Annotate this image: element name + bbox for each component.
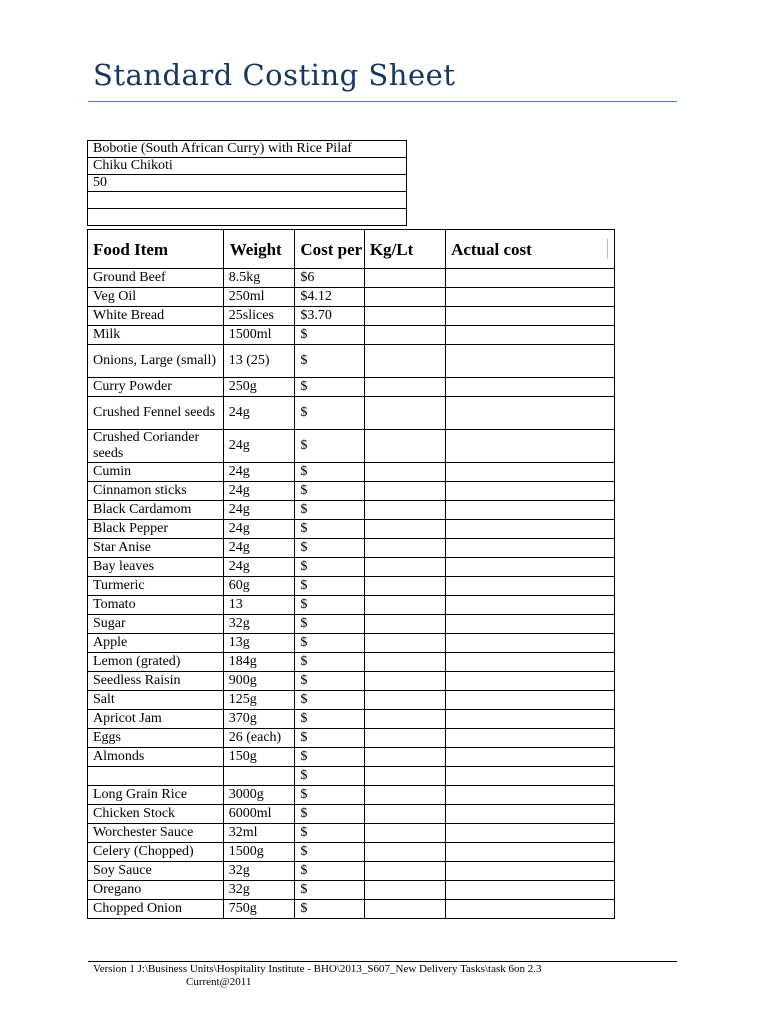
cell-weight: 24g [223,539,295,558]
table-row [88,672,615,691]
info-row [88,175,407,192]
cell-kg-lt [364,345,445,378]
cell-cost-per: $ [295,378,364,397]
cell-weight: 26 (each) [223,729,295,748]
cell-weight: 750g [223,900,295,919]
cell-kg-lt [364,634,445,653]
cell-cost-per: $ [295,397,364,430]
cell-cost-per: $ [295,558,364,577]
table-row [88,786,615,805]
header-kg-lt: Kg/Lt [364,230,445,269]
cell-actual-cost [446,729,615,748]
cell-cost-per: $ [295,824,364,843]
header-food-item: Food Item [88,230,224,269]
cell-kg-lt [364,577,445,596]
header-cost-per: Cost per [295,230,364,269]
cell-actual-cost [446,824,615,843]
cell-kg-lt [364,748,445,767]
cell-cost-per: $ [295,767,364,786]
cell-weight: 150g [223,748,295,767]
cell-actual-cost [446,596,615,615]
cell-actual-cost [446,900,615,919]
cell-cost-per: $ [295,345,364,378]
info-row [88,141,407,158]
cell-actual-cost [446,577,615,596]
cell-food-item: Tomato [88,596,224,615]
cell-weight: 24g [223,430,295,463]
table-row [88,288,615,307]
costing-table [87,229,615,919]
cell-kg-lt [364,805,445,824]
cell-cost-per: $ [295,862,364,881]
cell-cost-per: $ [295,326,364,345]
cell-kg-lt [364,269,445,288]
table-row [88,900,615,919]
cell-weight: 13 [223,596,295,615]
cell-cost-per: $ [295,430,364,463]
cell-weight: 32g [223,615,295,634]
cell-kg-lt [364,378,445,397]
cell-weight: 32g [223,862,295,881]
cell-actual-cost [446,288,615,307]
cell-actual-cost [446,539,615,558]
table-row [88,691,615,710]
cell-kg-lt [364,463,445,482]
table-row [88,378,615,397]
cell-weight: 24g [223,520,295,539]
info-cell: Bobotie (South African Curry) with Rice Pilaf [88,141,407,158]
cell-actual-cost [446,520,615,539]
cell-cost-per: $ [295,729,364,748]
cell-cost-per: $ [295,672,364,691]
cell-kg-lt [364,843,445,862]
cell-actual-cost [446,881,615,900]
cell-food-item: Milk [88,326,224,345]
cell-actual-cost [446,269,615,288]
table-row [88,767,615,786]
cell-actual-cost [446,653,615,672]
table-row [88,482,615,501]
cell-cost-per: $ [295,634,364,653]
cell-kg-lt [364,786,445,805]
cell-actual-cost [446,615,615,634]
footer [93,963,542,989]
cell-actual-cost [446,463,615,482]
cell-food-item: Turmeric [88,577,224,596]
cell-actual-cost [446,501,615,520]
cell-actual-cost [446,378,615,397]
cell-food-item: Cinnamon sticks [88,482,224,501]
cell-kg-lt [364,862,445,881]
cell-kg-lt [364,881,445,900]
cell-actual-cost [446,345,615,378]
table-row [88,307,615,326]
table-row [88,326,615,345]
cell-food-item: Black Pepper [88,520,224,539]
table-row [88,520,615,539]
table-row [88,430,615,463]
cell-actual-cost [446,326,615,345]
cell-cost-per: $ [295,539,364,558]
info-row [88,158,407,175]
table-row [88,615,615,634]
cell-actual-cost [446,786,615,805]
cell-food-item: Long Grain Rice [88,786,224,805]
cell-kg-lt [364,558,445,577]
info-row [88,209,407,226]
cell-food-item: Salt [88,691,224,710]
cell-kg-lt [364,501,445,520]
cell-food-item: White Bread [88,307,224,326]
cell-kg-lt [364,430,445,463]
table-row [88,596,615,615]
cell-food-item: Apricot Jam [88,710,224,729]
cell-kg-lt [364,288,445,307]
cell-weight: 24g [223,397,295,430]
cell-cost-per: $ [295,577,364,596]
cell-food-item: Chopped Onion [88,900,224,919]
table-row [88,710,615,729]
cell-food-item: Seedless Raisin [88,672,224,691]
table-row [88,539,615,558]
cell-kg-lt [364,397,445,430]
cell-weight: 250g [223,378,295,397]
cell-weight: 250ml [223,288,295,307]
info-cell: Chiku Chikoti [88,158,407,175]
cell-weight [223,767,295,786]
table-row [88,881,615,900]
cell-actual-cost [446,691,615,710]
cell-cost-per: $ [295,786,364,805]
info-cell: 50 [88,175,407,192]
cell-actual-cost [446,748,615,767]
cell-food-item: Ground Beef [88,269,224,288]
cell-kg-lt [364,691,445,710]
header-weight: Weight [223,230,295,269]
cell-kg-lt [364,326,445,345]
cell-kg-lt [364,653,445,672]
table-row [88,843,615,862]
cell-weight: 32g [223,881,295,900]
info-cell [88,209,407,226]
table-row [88,269,615,288]
info-row [88,192,407,209]
cell-food-item: Worchester Sauce [88,824,224,843]
cell-food-item: Oregano [88,881,224,900]
cell-actual-cost [446,307,615,326]
table-row [88,558,615,577]
cell-weight: 24g [223,463,295,482]
cell-weight: 900g [223,672,295,691]
cell-food-item: Onions, Large (small) [88,345,224,378]
info-cell [88,192,407,209]
table-row [88,463,615,482]
cell-food-item: Bay leaves [88,558,224,577]
cell-cost-per: $ [295,596,364,615]
cell-weight: 184g [223,653,295,672]
cell-kg-lt [364,900,445,919]
table-row [88,824,615,843]
table-row [88,501,615,520]
cell-weight: 60g [223,577,295,596]
cell-food-item: Chicken Stock [88,805,224,824]
cell-cost-per: $ [295,843,364,862]
cell-cost-per: $3.70 [295,307,364,326]
cell-kg-lt [364,482,445,501]
cell-weight: 24g [223,501,295,520]
table-row [88,345,615,378]
cell-actual-cost [446,397,615,430]
cell-kg-lt [364,729,445,748]
cell-food-item: Apple [88,634,224,653]
table-row [88,577,615,596]
cell-weight: 3000g [223,786,295,805]
cell-cost-per: $ [295,653,364,672]
footer-path: Version 1 J:\Business Units\Hospitality Institute - BHO\2013_S607_New Delivery Tasks\task 6on 2.3 [93,963,542,975]
cell-actual-cost [446,482,615,501]
cell-food-item [88,767,224,786]
cell-kg-lt [364,596,445,615]
cell-food-item: Soy Sauce [88,862,224,881]
cell-cost-per: $ [295,501,364,520]
header-row [88,230,615,269]
column-marker [607,239,608,259]
cell-food-item: Curry Powder [88,378,224,397]
cell-cost-per: $ [295,615,364,634]
cell-food-item: Almonds [88,748,224,767]
cell-food-item: Cumin [88,463,224,482]
table-row [88,729,615,748]
cell-cost-per: $ [295,881,364,900]
cell-kg-lt [364,615,445,634]
cell-weight: 6000ml [223,805,295,824]
cell-actual-cost [446,843,615,862]
cell-weight: 8.5kg [223,269,295,288]
cell-kg-lt [364,539,445,558]
cell-food-item: Veg Oil [88,288,224,307]
cell-weight: 1500ml [223,326,295,345]
cell-weight: 25slices [223,307,295,326]
cell-cost-per: $ [295,748,364,767]
cell-cost-per: $ [295,463,364,482]
cell-food-item: Celery (Chopped) [88,843,224,862]
cell-kg-lt [364,824,445,843]
cell-weight: 13g [223,634,295,653]
header-actual-cost [446,230,615,269]
footer-copyright: Current@2011 [186,976,252,988]
table-row [88,862,615,881]
cell-actual-cost [446,862,615,881]
cell-cost-per: $ [295,805,364,824]
header-actual-cost-label: Actual cost [451,239,532,259]
cell-cost-per: $ [295,900,364,919]
table-row [88,653,615,672]
cell-weight: 24g [223,558,295,577]
recipe-info-table [87,140,407,226]
title-divider [88,101,677,102]
cell-actual-cost [446,767,615,786]
cell-cost-per: $ [295,520,364,539]
cell-cost-per: $6 [295,269,364,288]
cell-food-item: Sugar [88,615,224,634]
cell-food-item: Lemon (grated) [88,653,224,672]
cell-kg-lt [364,520,445,539]
cell-cost-per: $ [295,482,364,501]
cell-weight: 24g [223,482,295,501]
cell-actual-cost [446,672,615,691]
cell-food-item: Star Anise [88,539,224,558]
cell-actual-cost [446,430,615,463]
cell-actual-cost [446,710,615,729]
footer-divider [88,961,677,962]
cell-food-item: Eggs [88,729,224,748]
cell-actual-cost [446,634,615,653]
cell-weight: 370g [223,710,295,729]
table-row [88,748,615,767]
page-title: Standard Costing Sheet [93,58,456,92]
cell-cost-per: $ [295,710,364,729]
cell-kg-lt [364,672,445,691]
cell-weight: 1500g [223,843,295,862]
cell-cost-per: $4.12 [295,288,364,307]
cell-weight: 13 (25) [223,345,295,378]
cell-food-item: Crushed Coriander seeds [88,430,224,463]
table-row [88,397,615,430]
cell-cost-per: $ [295,691,364,710]
cell-weight: 32ml [223,824,295,843]
cell-kg-lt [364,710,445,729]
cell-actual-cost [446,558,615,577]
cell-weight: 125g [223,691,295,710]
table-row [88,805,615,824]
cell-actual-cost [446,805,615,824]
table-row [88,634,615,653]
cell-food-item: Black Cardamom [88,501,224,520]
cell-kg-lt [364,307,445,326]
cell-food-item: Crushed Fennel seeds [88,397,224,430]
cell-kg-lt [364,767,445,786]
